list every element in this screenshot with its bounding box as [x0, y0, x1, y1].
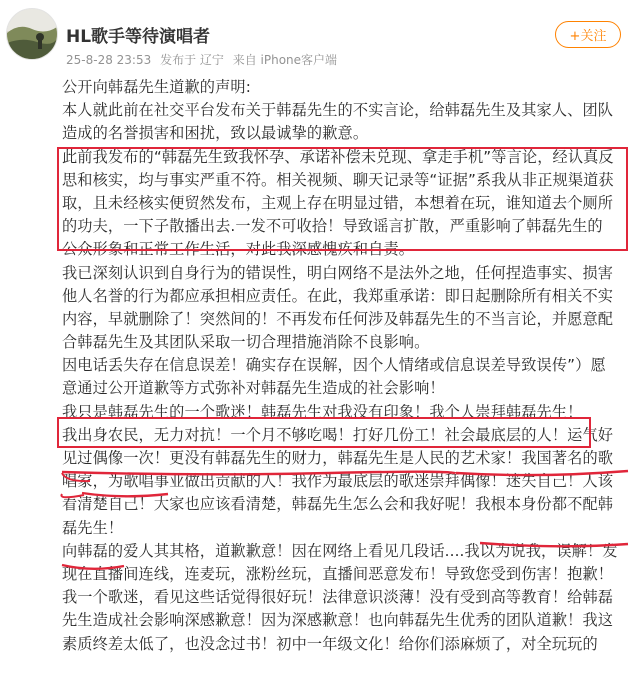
username[interactable]: HL歌手等待演唱者	[66, 27, 211, 47]
body-line: 先生造成社会影响深感歉意！因为深感歉意！也向韩磊先生优秀的团队道歉！我这	[62, 611, 614, 630]
body-line: 我已深刻认识到自身行为的错误性，明白网络不是法外之地，任何捏造事实、损害	[62, 263, 614, 282]
body-line: 思和核实，均与事实严重不符。相关视频、聊天记录等“证据”系我从非正规渠道获	[62, 170, 614, 189]
body-line: 公众形象和正常工作生活，对此我深感愧疚和自责。	[62, 240, 415, 259]
body-line: 见过偶像一次！更没有韩磊先生的财力，韩磊先生是人民的艺术家！我国著名的歌	[62, 449, 614, 467]
post-body	[62, 76, 628, 656]
follow-button[interactable]	[555, 21, 621, 48]
body-line: 公开向韩磊先生道歉的声明:	[62, 78, 251, 96]
post-header	[0, 0, 640, 76]
body-line: 我只是韩磊先生的一个歌迷！韩磊先生对我没有印象！我个人崇拜韩磊先生！	[62, 402, 583, 421]
body-line: 本人就此前在社交平台发布关于韩磊先生的不实言论，给韩磊先生及其家人、团队	[62, 101, 614, 120]
body-line: 因电话丢失存在信息误差！确实存在误解，因个人情绪或信息误差导致误传”）愿	[62, 356, 606, 375]
body-line: 我出身农民，无力对抗！一个月不够吃喝！打好几份工！社会最底层的人！运气好	[62, 425, 614, 444]
body-line: 唱家，为歌唱事业做出贡献的人！我作为最底层的歌迷崇拜偶像！迷失自己！人该	[62, 472, 614, 491]
body-line: 我一个歌迷，看见这些话觉得很好玩！法律意识淡薄！没有受到高等教育！给韩磊	[62, 588, 614, 607]
source: 来自 iPhone客户端	[232, 53, 338, 67]
location: 发布于 辽宁	[160, 53, 224, 67]
body-line: 造成的名誉损害和困扰，致以最诚挚的歉意。	[62, 124, 369, 143]
avatar[interactable]	[6, 8, 58, 60]
body-line: 素质终差太低了，也没念过书！初中一年级文化！给你们添麻烦了，对全玩玩的	[62, 634, 598, 653]
post-meta	[66, 51, 342, 68]
body-line: 向韩磊的爱人其其格，道歉歉意！因在网络上看见几段话....我以为说我，误解！发	[62, 541, 618, 560]
body-line: 他人名誉的行为都应承担相应责任。在此，我郑重承诺：即日起删除所有相关不实	[62, 286, 614, 305]
body-line: 的功夫，一下子散播出去.一发不可收拾！导致谣言扩散，严重影响了韩磊先生的	[62, 217, 603, 236]
body-line: 取，且未经核实便贸然发布，主观上存在明显过错，本想着在玩，谁知道去个厕所	[62, 193, 614, 212]
body-line: 合韩磊先生及其团队采取一切合理措施消除不良影响。	[62, 333, 430, 352]
body-line: 现在直播间连线，连麦玩，涨粉丝玩，直播间恶意发布！导致您受到伤害！抱歉！	[62, 564, 614, 583]
body-line: 磊先生！	[62, 518, 124, 537]
body-line: 看清楚自己！大家也应该看清楚，韩磊先生怎么会和我好呢！我根本身份都不配韩	[62, 495, 614, 514]
timestamp: 25-8-28 23:53	[66, 53, 152, 67]
body-line: 内容，早就删除了！突然间的！不再发布任何涉及韩磊先生的不当言论，并愿意配	[62, 309, 614, 328]
follow-label: +关注	[569, 29, 607, 44]
body-line: 此前我发布的“韩磊先生致我怀孕、承诺补偿未兑现、拿走手机”等言论，经认真反	[62, 147, 614, 166]
body-line: 意通过公开道歉等方式弥补对韩磊先生造成的社会影响！	[62, 379, 445, 398]
